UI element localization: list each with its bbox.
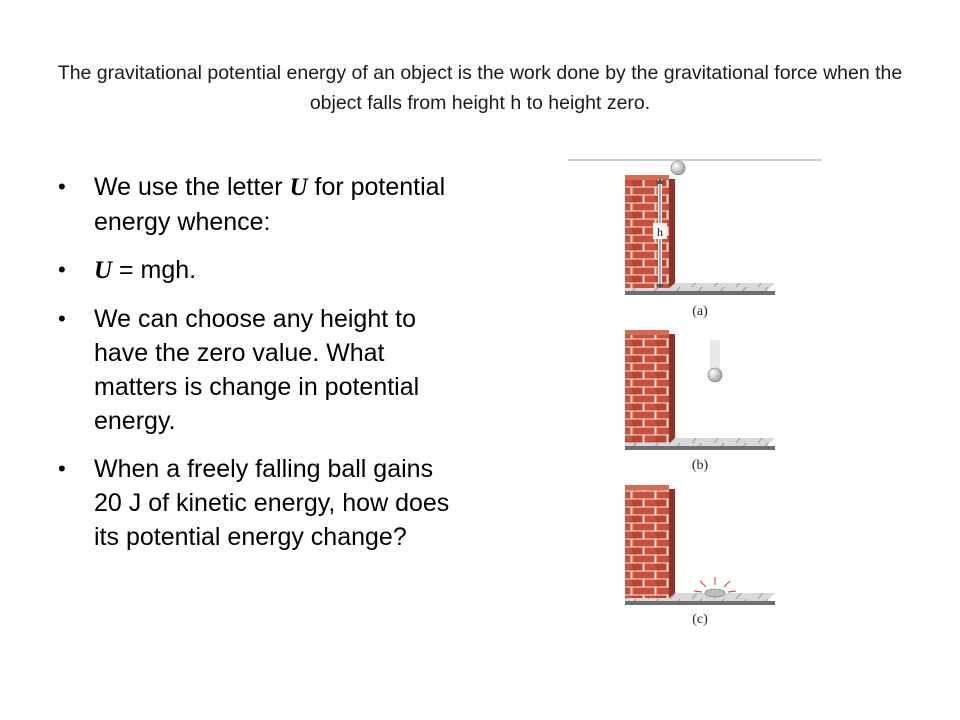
panel-a	[568, 160, 822, 319]
slide-title: The gravitational potential energy of an object is the work done by the gravitational force when the object falls from height h to height zero.	[57, 62, 903, 114]
wall-top	[625, 485, 669, 490]
potential-energy-symbol: U	[94, 257, 113, 284]
floor-edge	[625, 291, 775, 295]
wall-side	[669, 489, 675, 603]
bullet-item-2	[58, 253, 458, 288]
panel-label-b: (b)	[691, 458, 709, 473]
bullet-text: We use the letter	[94, 173, 290, 201]
bullet-item-4	[58, 452, 458, 554]
height-label: h	[657, 225, 663, 239]
bullet-item-1	[58, 170, 458, 239]
bullet-list	[58, 170, 458, 568]
bullet-text: When a freely falling ball gains 20 J of kinetic energy, how does its potential energy change?	[94, 455, 450, 551]
brick-wall	[625, 330, 669, 448]
wall-top	[625, 175, 669, 180]
bullet-text: We can choose any height to have the zero value. What matters is change in potential energy.	[94, 305, 420, 435]
ball	[671, 161, 685, 175]
floor-edge	[625, 601, 775, 605]
falling-ball-figure	[560, 155, 830, 635]
brick-wall	[625, 485, 669, 603]
potential-energy-symbol: U	[289, 174, 308, 201]
panel-c	[625, 485, 775, 627]
figure-svg	[560, 155, 830, 635]
floor-edge	[625, 446, 775, 450]
panel-label-a: (a)	[692, 304, 708, 319]
ball	[708, 368, 722, 382]
wall-top	[625, 330, 669, 335]
bullet-item-3	[58, 302, 458, 438]
flattened-ball	[705, 589, 725, 597]
wall-side	[669, 179, 675, 293]
panel-b	[625, 330, 775, 473]
wall-side	[669, 334, 675, 448]
bullet-text: = mgh.	[112, 256, 197, 284]
motion-blur	[710, 340, 720, 372]
bullet-text: for potential energy whence:	[94, 173, 446, 236]
panel-label-c: (c)	[692, 612, 708, 627]
